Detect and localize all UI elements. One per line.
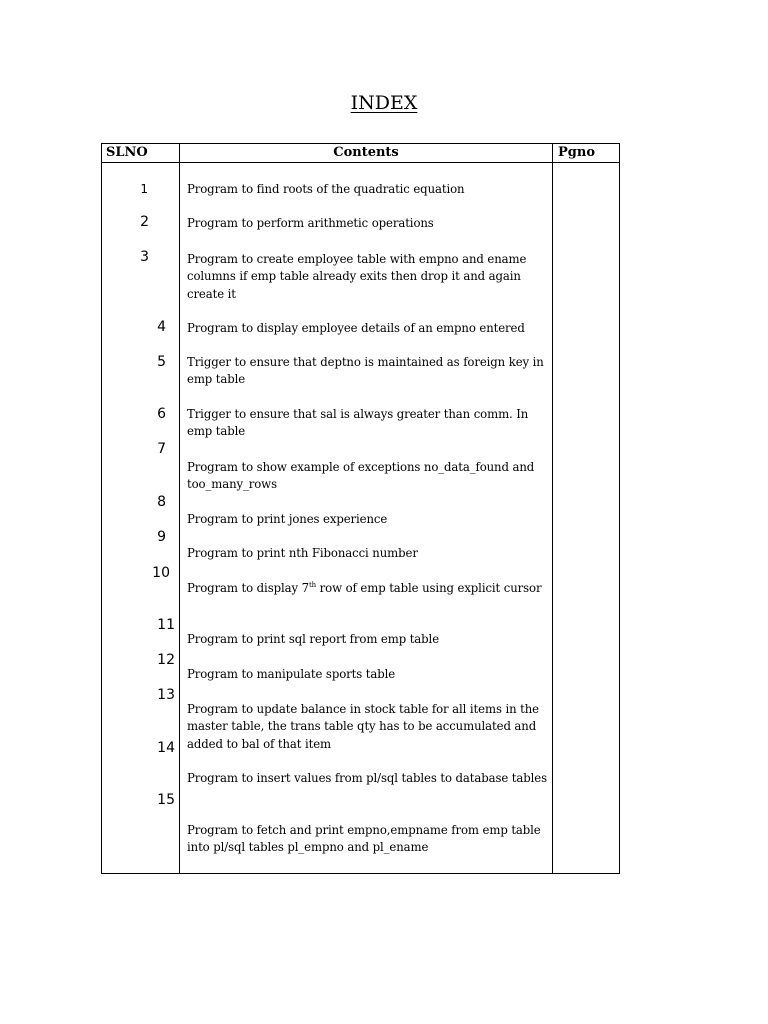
column-divider-slno [179,143,180,874]
header-contents: Contents [333,145,399,160]
content-item-5: Trigger to ensure that deptno is maintained as foreign key in emp table [187,355,544,387]
slno-5: 5 [157,354,166,370]
slno-13: 13 [157,687,175,703]
column-divider-pgno [552,143,553,874]
content-item-15: Program to fetch and print empno,empname from emp table into pl/sql tables pl_empno and pl_ename [187,823,541,855]
page-title: INDEX [350,92,418,114]
content-item-12: Program to manipulate sports table [187,667,396,681]
content-item-10 [187,580,549,597]
slno-3: 3 [140,249,149,265]
slno-8: 8 [157,494,166,510]
content-item-9: Program to print nth Fibonacci number [187,546,418,560]
content-item-3: Program to create employee table with empno and ename columns if emp table already exits then drop it and again create it [187,252,527,301]
slno-10: 10 [152,565,170,581]
slno-7: 7 [157,441,166,457]
slno-1: 1 [140,182,148,196]
content-item-1: Program to find roots of the quadratic equation [187,182,465,196]
slno-4: 4 [157,319,166,335]
content-item-10-part2: row of emp table using explicit cursor [316,581,542,595]
content-item-4: Program to display employee details of an empno entered [187,321,525,335]
slno-9: 9 [157,529,166,545]
content-item-7: Program to show example of exceptions no_data_found and too_many_rows [187,460,535,492]
content-item-2: Program to perform arithmetic operations [187,216,434,230]
slno-6: 6 [157,406,166,422]
slno-15: 15 [157,792,175,808]
content-item-6: Trigger to ensure that sal is always greater than comm. In emp table [187,407,529,439]
slno-12: 12 [157,652,175,668]
header-pgno: Pgno [558,145,595,160]
content-item-14: Program to insert values from pl/sql tables to database tables [187,771,548,785]
header-slno: SLNO [106,145,148,160]
content-item-11: Program to print sql report from emp table [187,632,440,646]
slno-11: 11 [157,617,175,633]
slno-2: 2 [140,214,149,230]
content-item-13: Program to update balance in stock table for all items in the master table, the trans table qty has to be accumulated and added to bal of that item [187,702,539,751]
slno-14: 14 [157,740,175,756]
content-item-10-part1: Program to display 7 [187,581,309,595]
content-item-10-sup: th [308,581,317,590]
content-item-8: Program to print jones experience [187,512,388,526]
header-divider [101,162,620,163]
